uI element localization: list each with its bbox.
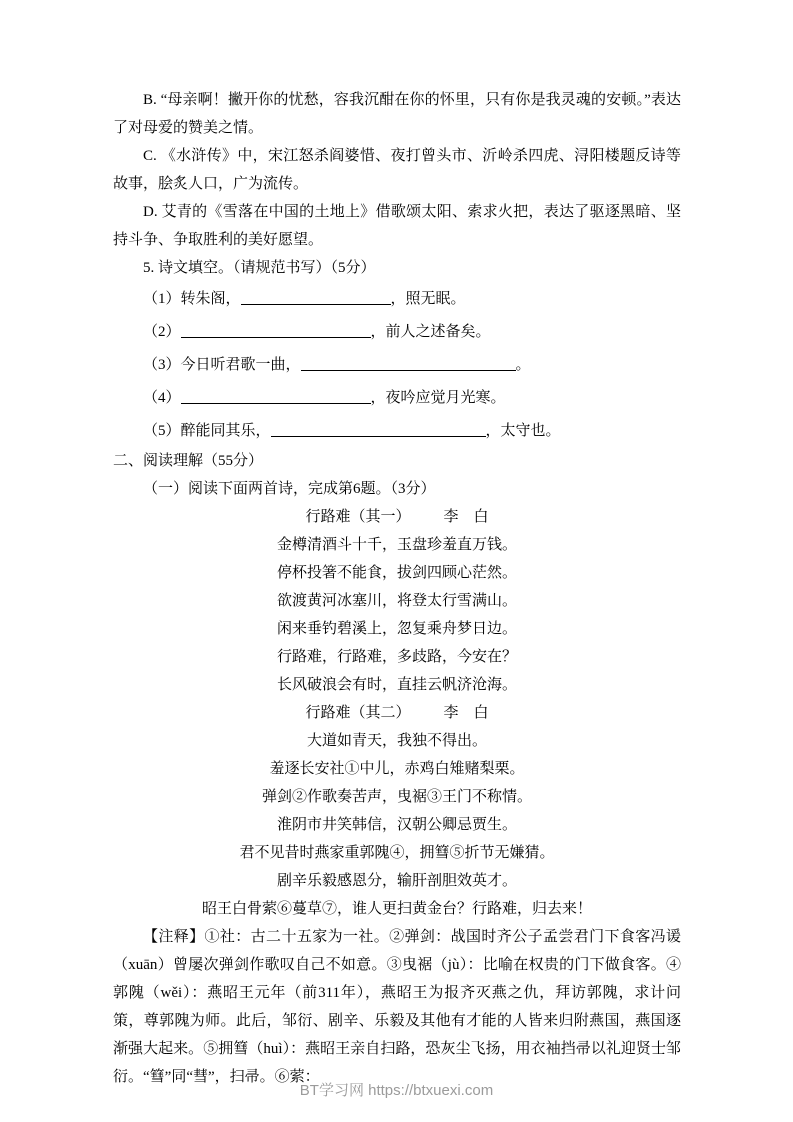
fill-blank-2 [113, 315, 681, 348]
text-run: 弹剑②作歌奏苦声，曳裾③王门不称情。 [261, 789, 532, 805]
text-run: 金樽清酒斗十千，玉盘珍羞直万钱。 [276, 537, 517, 553]
text-run: 【注释】①社：古二十五家为一社。②弹剑：战国时齐公子孟尝君门下食客冯谖（xuān）曾屡次弹剑作歌叹自己不如意。③曳裾（jù）：比喻在权贵的门下做食客。④郭隗（wěi）：燕昭王元年（前311年），燕昭王为报齐灭燕之仇，拜访郭隗，求计问策，尊郭隗为师。此后，邹衍、剧辛、乐毅及其他有才能的人皆来归附燕国，燕国逐渐强大起来。⑤拥篲（huì）：燕昭王亲自扫路，恐灰尘飞扬，用衣袖挡帚以礼迎贤士邹衍。“篲”同“彗”，扫帚。⑥萦： [113, 929, 681, 1085]
section-2-heading [113, 447, 681, 475]
question-5 [113, 254, 681, 282]
text-run: （4） [143, 389, 181, 406]
text-run: ，太守也。 [485, 422, 561, 439]
text-run: 行路难，行路难，多歧路，今安在？ [276, 649, 517, 665]
fill-blank-3 [113, 348, 681, 381]
poem-2-title [113, 699, 681, 727]
poem-2-line [113, 811, 681, 839]
answer-blank-line [241, 291, 391, 305]
text-run: ，夜吟应觉月光寒。 [370, 389, 506, 406]
poem-1-line [113, 615, 681, 643]
poem-2-line [113, 867, 681, 895]
text-run: （一）阅读下面两首诗，完成第6题。（3分） [143, 481, 436, 497]
poem-2-line [113, 839, 681, 867]
text-run: ，照无眠。 [390, 290, 466, 307]
poem-2-line [113, 895, 681, 923]
part-1-intro [113, 475, 681, 503]
text-run: 大道如青天，我独不得出。 [306, 733, 487, 749]
poem-1-title [113, 503, 681, 531]
text-run: ，前人之述备矣。 [370, 323, 491, 340]
poem-1-line [113, 531, 681, 559]
text-run: （2） [143, 323, 181, 340]
poem-2-line [113, 755, 681, 783]
text-run: 羞逐长安社①中儿，赤鸡白雉赌梨栗。 [269, 761, 525, 777]
document-body [113, 86, 681, 1091]
poem-2-line [113, 783, 681, 811]
text-run: 停杯投箸不能食，拔剑四顾心茫然。 [276, 565, 517, 581]
answer-blank-line [271, 423, 486, 437]
text-run: 欲渡黄河冰塞川，将登太行雪满山。 [276, 593, 517, 609]
text-run: 。 [515, 356, 531, 373]
option-d [113, 198, 681, 254]
text-run: 淮阴市井笑韩信，汉朝公卿忌贾生。 [276, 817, 517, 833]
poem-1-line [113, 559, 681, 587]
text-run: （1）转朱阁， [143, 290, 241, 307]
text-run: 行路难（其一） [305, 509, 411, 525]
text-run: 二、阅读理解（55分） [113, 453, 264, 469]
text-run: 昭王白骨萦⑥蔓草⑦，谁人更扫黄金台？行路难，归去来！ [201, 901, 592, 917]
text-run: C. 《水浒传》中，宋江怒杀阎婆惜、夜打曾头市、沂岭杀四虎、浔阳楼题反诗等故事，脍炙人口，广为流传。 [113, 148, 681, 192]
answer-blank-line [301, 357, 516, 371]
fill-blank-1 [113, 282, 681, 315]
text-run: （5）醉能同其乐， [143, 422, 271, 439]
text-run: 长风破浪会有时，直挂云帆济沧海。 [276, 677, 517, 693]
text-run: 行路难（其二） [305, 705, 411, 721]
poem-2-line [113, 727, 681, 755]
fill-blank-5 [113, 414, 681, 447]
text-run: B. “母亲啊！撇开你的忧愁，容我沉酣在你的怀里，只有你是我灵魂的安顿。”表达了对母爱的赞美之情。 [113, 92, 681, 136]
answer-blank-line [181, 390, 371, 404]
text-run: 闲来垂钓碧溪上，忽复乘舟梦日边。 [276, 621, 517, 637]
option-b [113, 86, 681, 142]
text-run: （3）今日听君歌一曲， [143, 356, 301, 373]
answer-blank-line [181, 324, 371, 338]
annotations [113, 923, 681, 1091]
text-run: D. 艾青的《雪落在中国的土地上》借歌颂太阳、索求火把，表达了驱逐黑暗、坚持斗争、争取胜利的美好愿望。 [113, 204, 681, 248]
poem-1-line [113, 587, 681, 615]
text-run: 剧辛乐毅感恩分，输肝剖胆效英才。 [276, 873, 517, 889]
poem-author: 李 白 [443, 705, 489, 721]
poem-1-line [113, 643, 681, 671]
poem-author: 李 白 [443, 509, 489, 525]
option-c [113, 142, 681, 198]
text-run: 5. 诗文填空。（请规范书写）（5分） [143, 260, 376, 276]
fill-blank-4 [113, 381, 681, 414]
text-run: 君不见昔时燕家重郭隗④，拥篲⑤折节无嫌猜。 [239, 845, 555, 861]
watermark-link[interactable]: BT学习网 https://btxuexi.com [299, 1082, 494, 1099]
poem-1-line [113, 671, 681, 699]
